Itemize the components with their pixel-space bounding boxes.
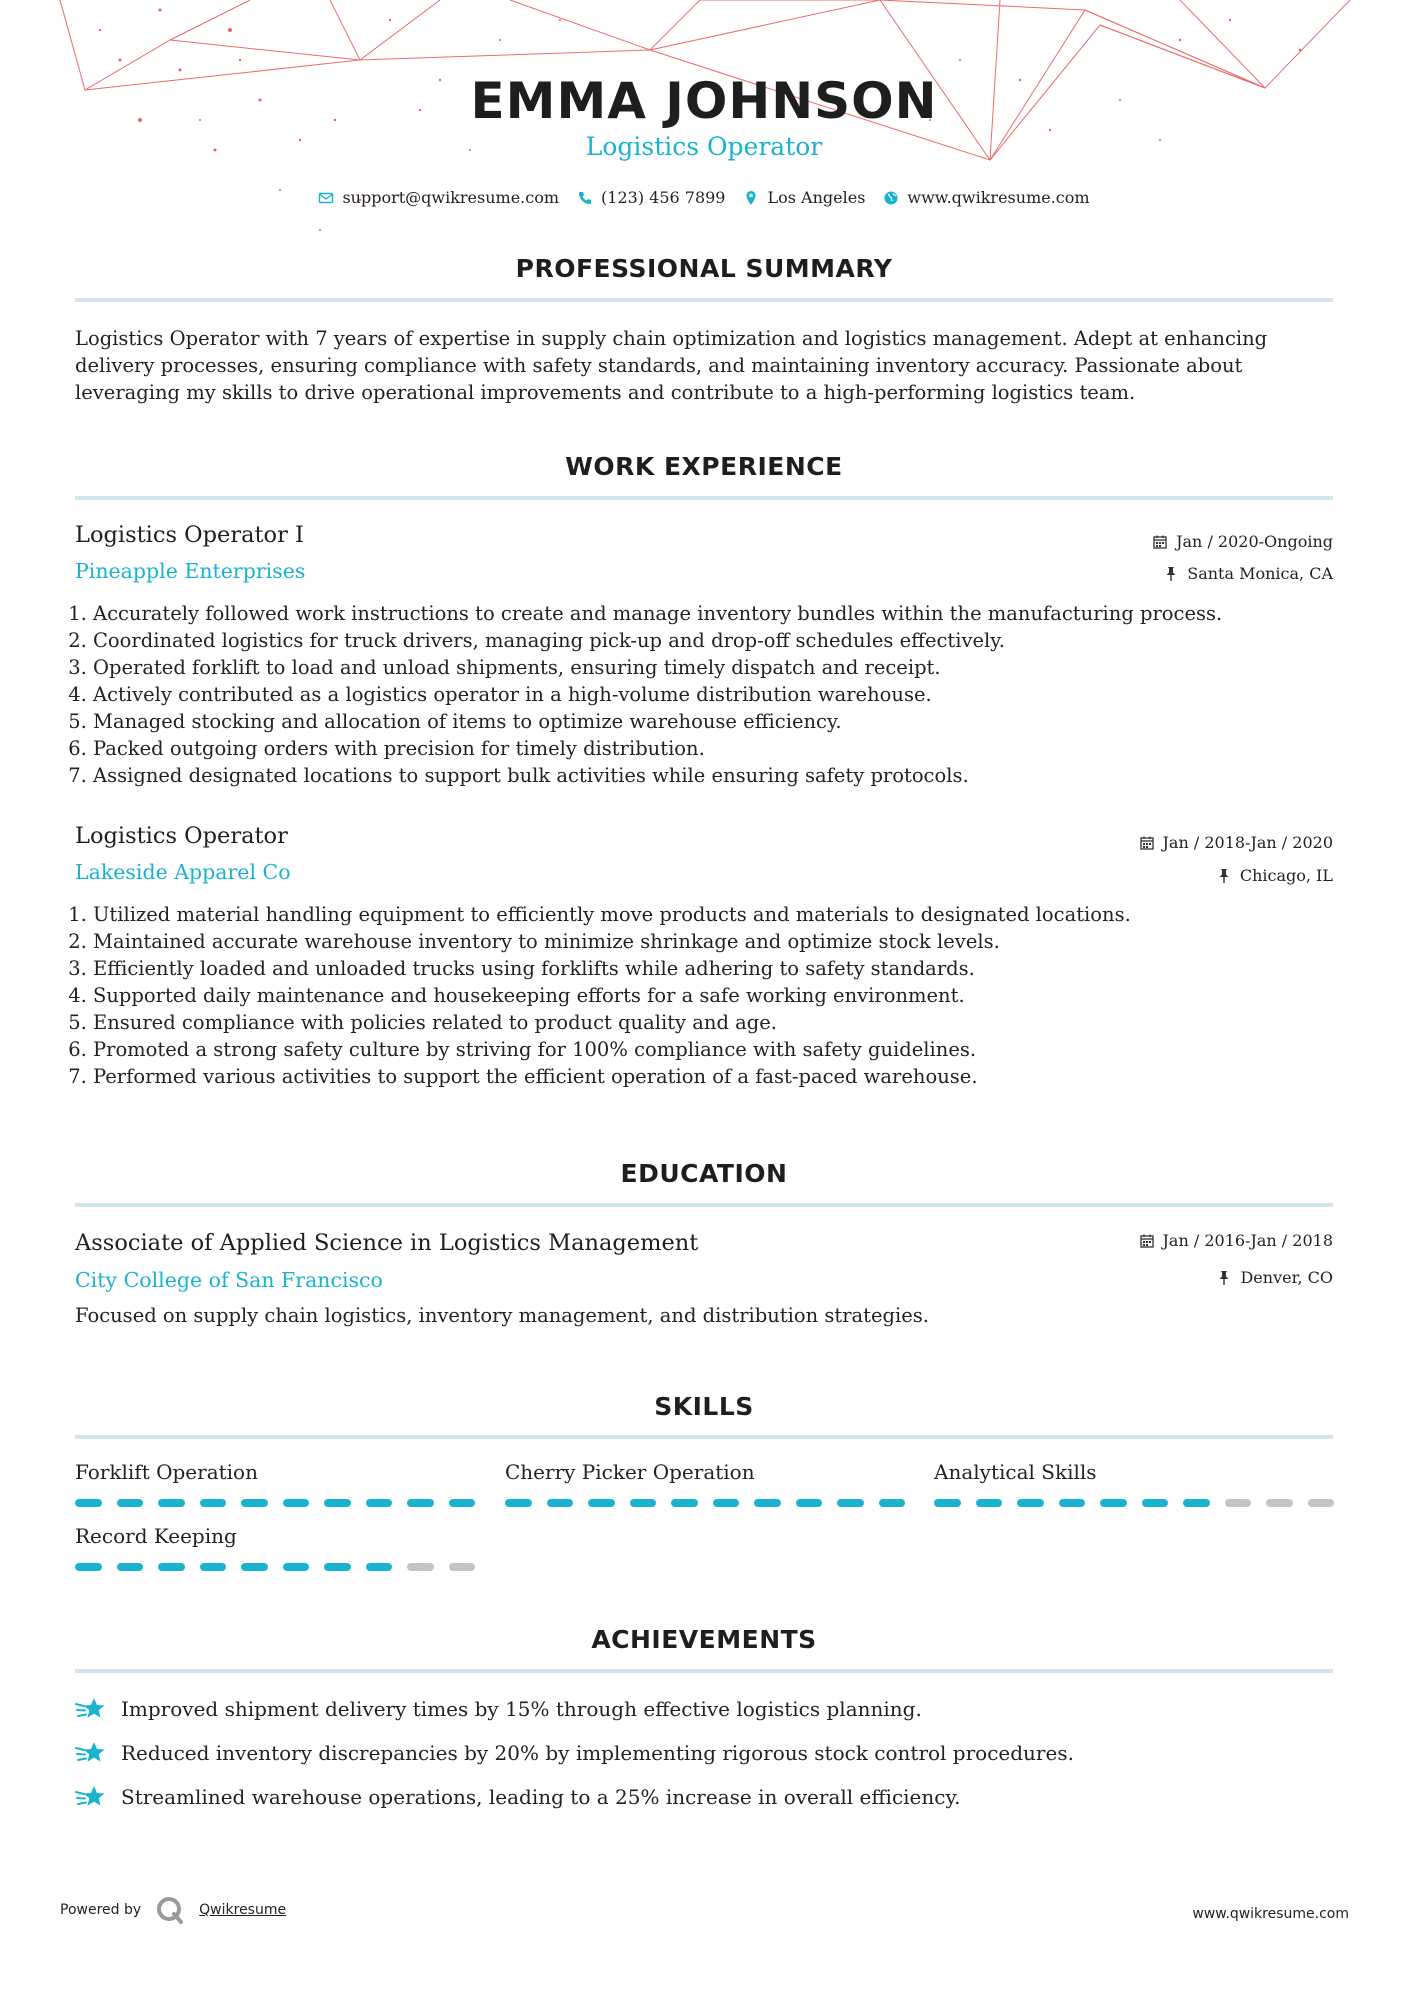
skill-dash-filled [713, 1499, 740, 1507]
location-text: Denver, CO [1240, 1268, 1333, 1287]
skill-level-bar [75, 1563, 475, 1571]
list-item: 7. Performed various activities to support the efficient operation of a fast-paced warehouse. [93, 1063, 1333, 1090]
achievement-text: Improved shipment delivery times by 15% through effective logistics planning. [121, 1697, 922, 1721]
job-dates [1152, 532, 1333, 551]
contact-location [743, 188, 865, 207]
skill-item [505, 1460, 905, 1507]
pushpin-icon [1163, 566, 1179, 582]
footer-powered-by [60, 1895, 286, 1925]
skill-dash-empty [1308, 1499, 1335, 1507]
list-item: 4. Actively contributed as a logistics operator in a high-volume distribution warehouse. [93, 681, 1333, 708]
job-title: Logistics Operator [75, 823, 288, 849]
skill-dash-filled [588, 1499, 615, 1507]
skill-dash-filled [241, 1563, 268, 1571]
skill-dash-filled [1017, 1499, 1044, 1507]
education-dates [1139, 1231, 1333, 1250]
skill-dash-filled [505, 1499, 532, 1507]
skill-dash-filled [324, 1563, 351, 1571]
dates-text: Jan / 2020-Ongoing [1176, 532, 1333, 551]
list-item: 3. Efficiently loaded and unloaded trucks using forklifts while adhering to safety standards. [93, 955, 1333, 982]
section-title-achievements: ACHIEVEMENTS [591, 1625, 817, 1654]
dates-text: Jan / 2016-Jan / 2018 [1162, 1231, 1333, 1250]
section-title-education: EDUCATION [620, 1159, 788, 1188]
skill-dash-filled [1183, 1499, 1210, 1507]
pushpin-icon [1216, 868, 1232, 884]
contact-bar [75, 188, 1333, 207]
job-location [1216, 866, 1333, 885]
section-divider [75, 1203, 1333, 1207]
location-text: Santa Monica, CA [1187, 564, 1333, 583]
skill-dash-filled [200, 1499, 227, 1507]
skill-level-bar [75, 1499, 475, 1507]
achievement-item [75, 1783, 960, 1811]
skill-dash-filled [241, 1499, 268, 1507]
summary-text: Logistics Operator with 7 years of expertise in supply chain optimization and logistics management. Adept at enhancing delivery processes, ensuring compliance with safety standards, and maintaining inventory accuracy. Passionate about leveraging my skills to drive operational improvements and contribute to a high-performing logistics team. [75, 327, 1268, 404]
job-location [1163, 564, 1333, 583]
location-text: Chicago, IL [1239, 866, 1333, 885]
list-item: 4. Supported daily maintenance and housekeeping efforts for a safe working environment. [93, 982, 1333, 1009]
skill-dash-filled [934, 1499, 961, 1507]
shooting-star-icon [75, 1783, 107, 1811]
skill-dash-filled [796, 1499, 823, 1507]
pushpin-icon [1216, 1270, 1232, 1286]
skill-item [75, 1524, 475, 1571]
shooting-star-icon [75, 1739, 107, 1767]
website-text: www.qwikresume.com [907, 188, 1090, 207]
skill-dash-filled [117, 1563, 144, 1571]
list-item: 7. Assigned designated locations to support bulk activities while ensuring safety protocols. [93, 762, 1333, 789]
skill-name: Forklift Operation [75, 1460, 258, 1484]
section-title-skills: SKILLS [654, 1392, 754, 1421]
globe-icon [883, 190, 899, 206]
qwikresume-link[interactable]: Qwikresume [199, 1902, 287, 1918]
skill-dash-filled [837, 1499, 864, 1507]
skill-dash-filled [976, 1499, 1003, 1507]
list-item: 5. Managed stocking and allocation of items to optimize warehouse efficiency. [93, 708, 1333, 735]
skill-dash-filled [283, 1563, 310, 1571]
skill-dash-filled [324, 1499, 351, 1507]
skill-dash-filled [1142, 1499, 1169, 1507]
footer-website[interactable]: www.qwikresume.com [1192, 1906, 1349, 1922]
skill-level-bar [505, 1499, 905, 1507]
company-name: Lakeside Apparel Co [75, 860, 291, 884]
qwikresume-logo-icon [155, 1895, 185, 1925]
section-title-experience: WORK EXPERIENCE [565, 452, 843, 481]
skill-dash-empty [449, 1563, 476, 1571]
list-item: 3. Operated forklift to load and unload shipments, ensuring timely dispatch and receipt. [93, 654, 1333, 681]
section-divider [75, 1669, 1333, 1673]
job-bullets [75, 901, 1333, 1090]
shooting-star-icon [75, 1695, 107, 1723]
contact-phone[interactable] [577, 188, 725, 207]
calendar-icon [1139, 835, 1155, 851]
skill-dash-filled [158, 1563, 185, 1571]
achievement-item [75, 1739, 1074, 1767]
skill-dash-empty [407, 1563, 434, 1571]
contact-website[interactable] [883, 188, 1089, 207]
section-divider [75, 1435, 1333, 1439]
company-name: Pineapple Enterprises [75, 559, 306, 583]
list-item: 1. Accurately followed work instructions to create and manage inventory bundles within the manufacturing process. [93, 600, 1333, 627]
skill-dash-empty [1225, 1499, 1252, 1507]
powered-by-label: Powered by [60, 1902, 142, 1918]
achievement-item [75, 1695, 922, 1723]
calendar-icon [1139, 1233, 1155, 1249]
skill-name: Cherry Picker Operation [505, 1460, 755, 1484]
education-description: Focused on supply chain logistics, inventory management, and distribution strategies. [75, 1304, 929, 1327]
skill-dash-filled [75, 1563, 102, 1571]
achievement-text: Reduced inventory discrepancies by 20% by implementing rigorous stock control procedures. [121, 1741, 1074, 1765]
list-item: 6. Promoted a strong safety culture by striving for 100% compliance with safety guidelines. [93, 1036, 1333, 1063]
skill-dash-filled [75, 1499, 102, 1507]
section-divider [75, 298, 1333, 302]
skill-dash-filled [547, 1499, 574, 1507]
skill-level-bar [934, 1499, 1334, 1507]
skill-item [75, 1460, 475, 1507]
email-text: support@qwikresume.com [342, 188, 560, 207]
skill-item [934, 1460, 1334, 1507]
degree-title: Associate of Applied Science in Logistics Management [75, 1230, 699, 1256]
skill-dash-filled [630, 1499, 657, 1507]
map-marker-icon [743, 190, 759, 206]
job-title: Logistics Operator I [75, 522, 304, 548]
skill-dash-filled [407, 1499, 434, 1507]
skill-dash-filled [366, 1499, 393, 1507]
skill-dash-filled [671, 1499, 698, 1507]
candidate-role: Logistics Operator [585, 132, 823, 161]
skill-dash-empty [1266, 1499, 1293, 1507]
skill-dash-filled [449, 1499, 476, 1507]
skill-name: Record Keeping [75, 1524, 237, 1548]
skill-dash-filled [1059, 1499, 1086, 1507]
list-item: 2. Coordinated logistics for truck drivers, managing pick-up and drop-off schedules effectively. [93, 627, 1333, 654]
list-item: 6. Packed outgoing orders with precision for timely distribution. [93, 735, 1333, 762]
skill-dash-filled [879, 1499, 906, 1507]
achievement-text: Streamlined warehouse operations, leading to a 25% increase in overall efficiency. [121, 1785, 961, 1809]
phone-icon [577, 190, 593, 206]
skill-name: Analytical Skills [934, 1460, 1097, 1484]
list-item: 2. Maintained accurate warehouse inventory to minimize shrinkage and optimize stock levels. [93, 928, 1333, 955]
skill-dash-filled [117, 1499, 144, 1507]
skill-dash-filled [366, 1563, 393, 1571]
skill-dash-filled [754, 1499, 781, 1507]
dates-text: Jan / 2018-Jan / 2020 [1162, 833, 1333, 852]
list-item: 1. Utilized material handling equipment to efficiently move products and materials to designated locations. [93, 901, 1333, 928]
candidate-name: EMMA JOHNSON [470, 72, 938, 130]
skill-dash-filled [200, 1563, 227, 1571]
section-title-summary: PROFESSIONAL SUMMARY [515, 254, 893, 283]
education-location [1216, 1268, 1333, 1287]
skill-dash-filled [1100, 1499, 1127, 1507]
school-name: City College of San Francisco [75, 1268, 383, 1292]
section-divider [75, 496, 1333, 500]
calendar-icon [1152, 534, 1168, 550]
skill-dash-filled [158, 1499, 185, 1507]
location-text: Los Angeles [767, 188, 866, 207]
job-dates [1139, 833, 1333, 852]
skill-dash-filled [283, 1499, 310, 1507]
list-item: 5. Ensured compliance with policies related to product quality and age. [93, 1009, 1333, 1036]
envelope-icon [318, 190, 334, 206]
job-bullets [75, 600, 1333, 789]
contact-email[interactable] [318, 188, 559, 207]
phone-text: (123) 456 7899 [601, 188, 726, 207]
